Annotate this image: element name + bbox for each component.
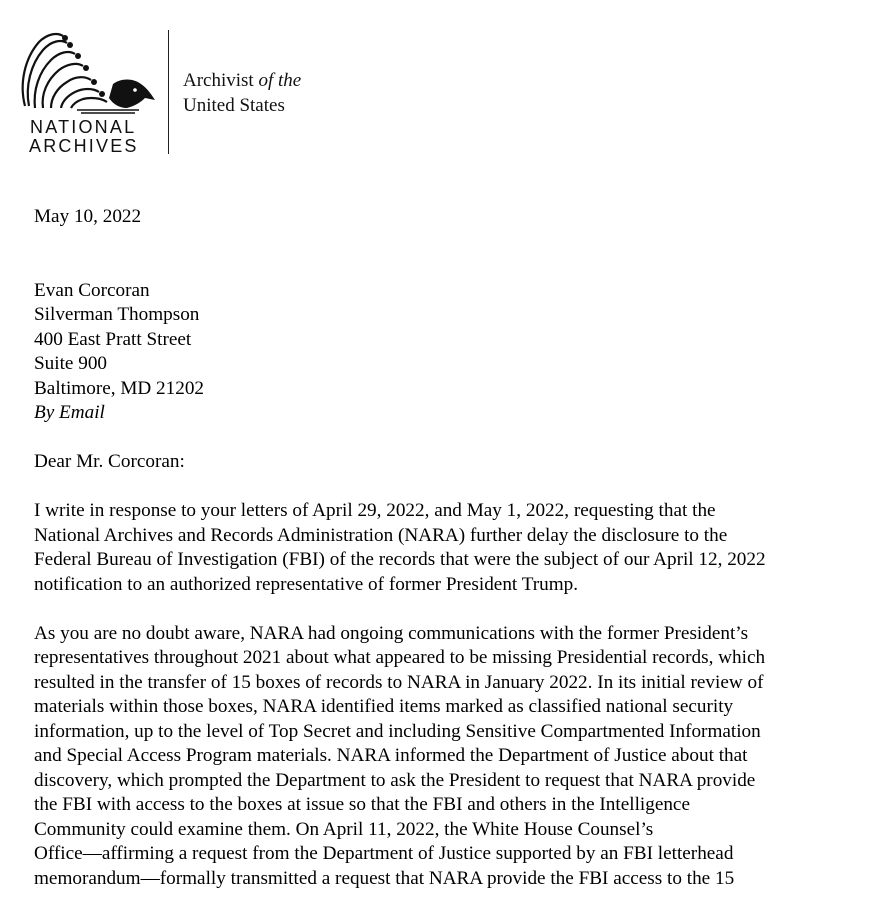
- letterhead-divider: [168, 30, 169, 154]
- address-line: Evan Corcoran: [34, 279, 150, 301]
- paragraph-line: Office—affirming a request from the Department of Justice supported by an FBI letterhead: [34, 843, 734, 864]
- office-word1: Archivist: [183, 70, 254, 91]
- paragraph-line: Community could examine them. On April 11, 2022, the White House Counsel’s: [34, 818, 654, 840]
- address-line: 400 East Pratt Street: [34, 328, 192, 350]
- paragraph-line: Federal Bureau of Investigation (FBI) of the records that were the subject of our April 12, 2022: [34, 549, 766, 570]
- paragraph-line: materials within those boxes, NARA identified items marked as classified national security: [34, 696, 734, 717]
- letter-body: [34, 205, 864, 916]
- paragraph-line: I write in response to your letters of April 29, 2022, and May 1, 2022, requesting that the: [34, 500, 716, 521]
- office-line2: United States: [183, 95, 285, 116]
- paragraph-line: resulted in the transfer of 15 boxes of records to NARA in January 2022. In its initial review of: [34, 671, 764, 693]
- org-name-line2: ARCHIVES: [29, 136, 139, 156]
- letterhead: [17, 28, 337, 158]
- address-line: Suite 900: [34, 353, 108, 374]
- recipient-address: [34, 279, 864, 426]
- paragraph-line: National Archives and Records Administration (NARA) further delay the disclosure to the: [34, 524, 728, 546]
- letter-date: May 10, 2022: [34, 206, 142, 227]
- paragraph-line: information, up to the level of Top Secret and including Sensitive Compartmented Information: [34, 720, 761, 742]
- address-line: Baltimore, MD 21202: [34, 377, 205, 399]
- paragraph-2: [34, 622, 864, 892]
- paragraph-line: memorandum—formally transmitted a request that NARA provide the FBI access to the 15: [34, 867, 735, 889]
- paragraph-line: and Special Access Program materials. NARA informed the Department of Justice about that: [34, 745, 748, 766]
- paragraph-line: notification to an authorized representative of former President Trump.: [34, 573, 579, 595]
- paragraph-1: [34, 499, 864, 597]
- delivery-method: By Email: [34, 402, 105, 423]
- office-word2: of the: [258, 70, 302, 91]
- paragraph-line: discovery, which prompted the Department to ask the President to request that NARA provide: [34, 769, 756, 791]
- paragraph-line: representatives throughout 2021 about what appeared to be missing Presidential records, which: [34, 647, 766, 668]
- eagle-logo-icon: [17, 28, 157, 116]
- paragraph-line: As you are no doubt aware, NARA had ongoing communications with the former President’s: [34, 622, 749, 644]
- salutation: Dear Mr. Corcoran:: [34, 451, 185, 472]
- address-line: Silverman Thompson: [34, 304, 200, 325]
- org-name-line1: NATIONAL: [30, 117, 137, 137]
- office-title: [183, 68, 301, 118]
- paragraph-line: the FBI with access to the boxes at issue so that the FBI and others in the Intelligence: [34, 794, 690, 815]
